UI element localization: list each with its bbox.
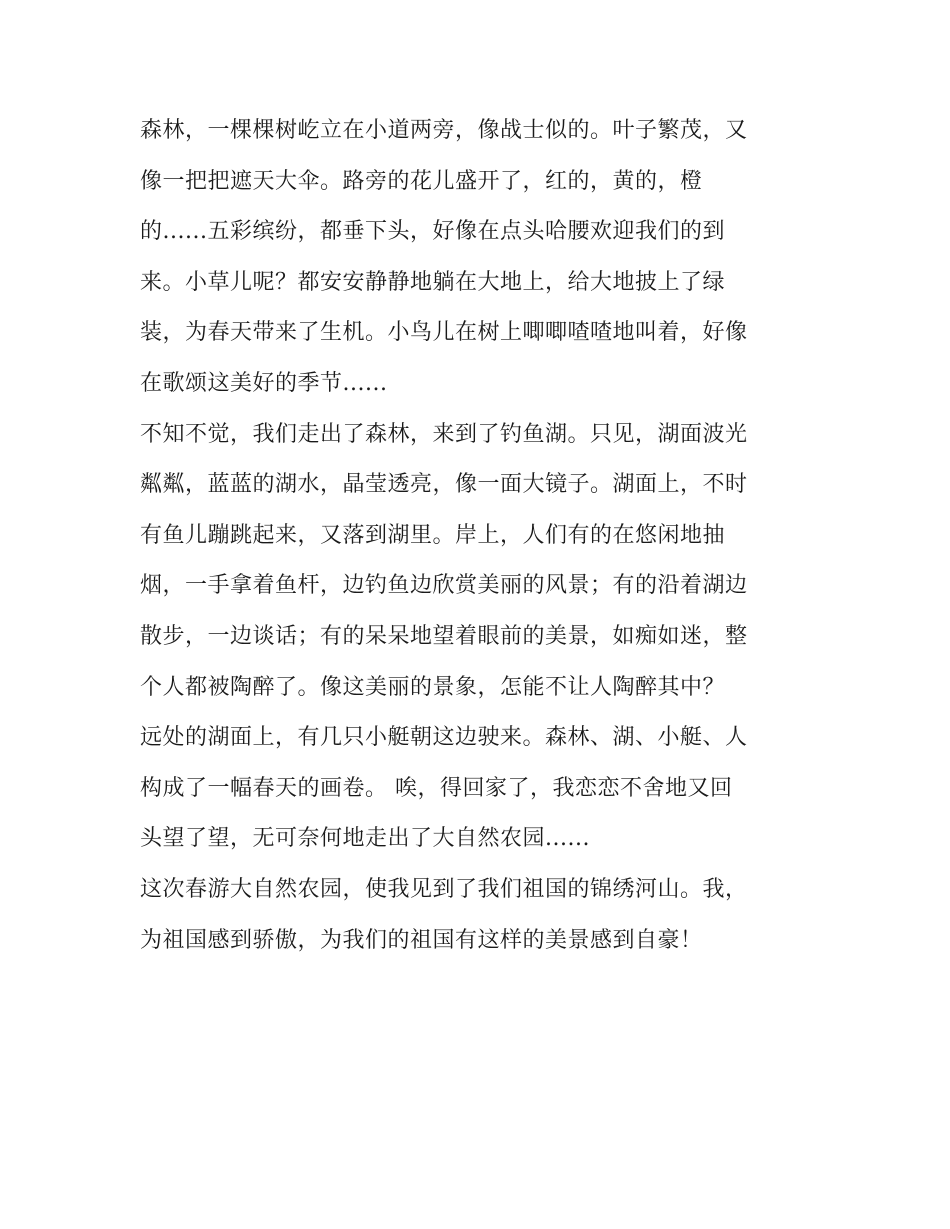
text-line: 森林，一棵棵树屹立在小道两旁，像战士似的。叶子繁茂，又 xyxy=(140,118,748,143)
text-line: 像一把把遮天大伞。路旁的花儿盛开了，红的，黄的，橙 xyxy=(140,168,703,194)
text-line: 构成了一幅春天的画卷。 唉，得回家了，我恋恋不舍地又回 xyxy=(140,775,733,801)
text-line: 远处的湖面上，有几只小艇朝这边驶来。森林、湖、小艇、人 xyxy=(140,725,748,751)
text-line: 散步，一边谈话；有的呆呆地望着眼前的美景，如痴如迷，整 xyxy=(140,623,748,649)
text-line: 在歌颂这美好的季节...... xyxy=(140,370,388,396)
text-line: 的......五彩缤纷，都垂下头，好像在点头哈腰欢迎我们的到 xyxy=(140,219,725,245)
text-line: 为祖国感到骄傲，为我们的祖国有这样的美景感到自豪！ xyxy=(140,927,703,953)
text-line: 个人都被陶醉了。像这美丽的景象，怎能不让人陶醉其中？ xyxy=(140,674,726,700)
text-line: 有鱼儿蹦跳起来，又落到湖里。岸上，人们有的在悠闲地抽 xyxy=(140,522,726,548)
text-line: 这次春游大自然农园，使我见到了我们祖国的锦绣河山。我， xyxy=(140,876,748,902)
text-line: 粼粼，蓝蓝的湖水，晶莹透亮，像一面大镜子。湖面上，不时 xyxy=(140,472,748,498)
text-line: 装，为春天带来了生机。小鸟儿在树上唧唧喳喳地叫着，好像 xyxy=(140,320,748,346)
text-line: 不知不觉，我们走出了森林，来到了钓鱼湖。只见，湖面波光 xyxy=(140,421,748,447)
text-line: 头望了望，无可奈何地走出了大自然农园...... xyxy=(140,826,590,852)
text-line: 烟，一手拿着鱼杆，边钓鱼边欣赏美丽的风景；有的沿着湖边 xyxy=(140,573,748,599)
text-line: 来。小草儿呢？都安安静静地躺在大地上，给大地披上了绿 xyxy=(140,269,726,295)
document-body xyxy=(140,106,820,966)
